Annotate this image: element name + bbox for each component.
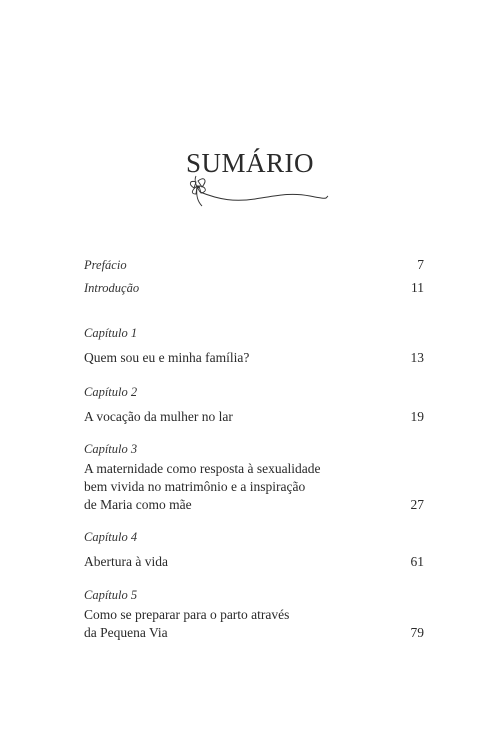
toc-page-number: 79: [410, 625, 424, 640]
toc-page-number: 61: [410, 554, 424, 569]
chapter-label: Capítulo 5: [84, 588, 138, 602]
toc-entry-introducao[interactable]: [84, 279, 424, 297]
toc-chapter-2[interactable]: [84, 383, 424, 426]
flower-ornament-icon: [180, 172, 330, 210]
chapter-label: Capítulo 4: [84, 530, 138, 544]
chapter-title-line: da Pequena Via: [84, 625, 168, 640]
toc-page-number: 19: [410, 409, 424, 424]
toc-entry-prefacio[interactable]: [84, 256, 424, 274]
chapter-title-line: Como se preparar para o parto através: [84, 607, 290, 622]
chapter-title-line: Quem sou eu e minha família?: [84, 350, 250, 365]
toc-page-number: 7: [417, 257, 424, 272]
chapter-label: Capítulo 3: [84, 442, 138, 456]
page-title: SUMÁRIO: [185, 148, 315, 178]
toc-page-number: 11: [411, 280, 424, 295]
chapter-label: Capítulo 1: [84, 326, 138, 340]
chapter-title-line: de Maria como mãe: [84, 497, 192, 512]
toc-entry-title: Introdução: [84, 281, 140, 295]
chapter-title-line: A maternidade como resposta à sexualidade: [84, 461, 321, 476]
chapter-label: Capítulo 2: [84, 385, 138, 399]
chapter-title-line: A vocação da mulher no lar: [84, 409, 233, 424]
toc-page-number: 13: [410, 350, 424, 365]
toc-page-number: 27: [410, 497, 424, 512]
chapter-title-line: Abertura à vida: [84, 554, 168, 569]
toc-chapter-4[interactable]: [84, 528, 424, 571]
chapter-title-line: bem vivida no matrimônio e a inspiração: [84, 479, 306, 494]
toc-entry-title: Prefácio: [84, 258, 127, 272]
toc-chapter-5[interactable]: [84, 586, 424, 642]
toc-chapter-1[interactable]: [84, 324, 424, 367]
toc-chapter-3[interactable]: [84, 440, 424, 514]
